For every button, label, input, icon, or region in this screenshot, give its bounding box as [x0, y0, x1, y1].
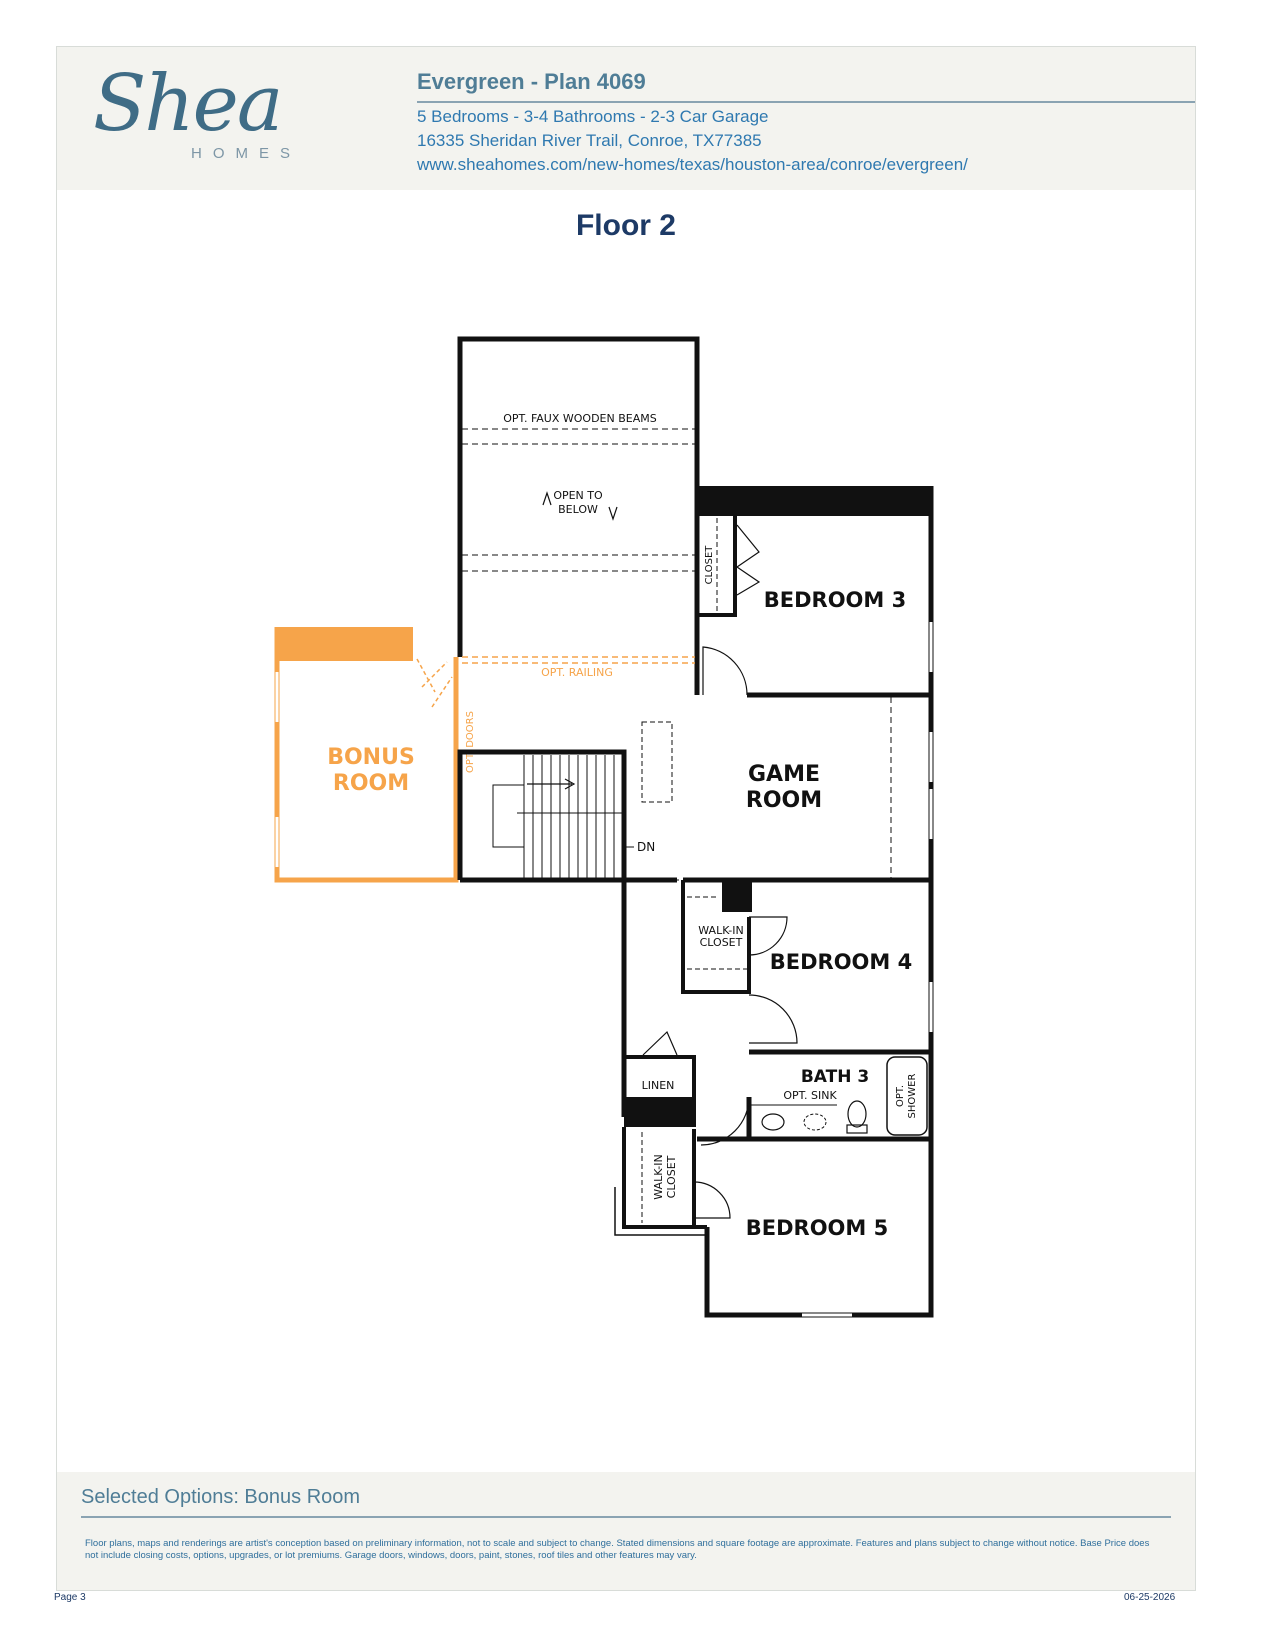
logo-script: Shea — [93, 59, 282, 149]
shower-label: SHOWER — [907, 1073, 918, 1119]
floor-plan — [57, 47, 1195, 1467]
toilet-icon — [848, 1101, 866, 1127]
plan-address: 16335 Sheridan River Trail, Conroe, TX77385 — [417, 131, 762, 150]
bedroom4-door — [749, 995, 797, 1043]
plan-title: Evergreen - Plan 4069 — [417, 69, 646, 94]
stair-treads — [524, 755, 614, 878]
selected-options: Selected Options: Bonus Room — [81, 1486, 361, 1508]
logo-sub: HOMES — [191, 145, 302, 162]
bedroom4-label: BEDROOM 4 — [769, 950, 913, 974]
below-label: BELOW — [558, 503, 598, 516]
disclaimer: Floor plans, maps and renderings are artist's conception based on preliminary information, not to scale and subject to change. Stated dimensions and square footage are approximate. Features and plans subject to change without notice. Base Price does not include closing costs, options, upgrades, or lot premiums. Garage doors, windows, doors, paint, stones, roof tiles and other features may vary. — [85, 1538, 1150, 1561]
stair-landing — [493, 785, 524, 847]
open-area-walls — [460, 339, 697, 695]
toilet-tank — [847, 1125, 867, 1133]
open-to-label: OPEN TO — [553, 489, 603, 502]
floor-title: Floor 2 — [575, 209, 676, 242]
page-number: Page 3 — [54, 1592, 86, 1603]
bedroom-5 — [615, 1127, 931, 1315]
footer-band — [57, 1472, 1195, 1590]
bedroom3-door — [703, 647, 747, 695]
bedroom3-label: BEDROOM 3 — [763, 588, 907, 612]
plan-specs: 5 Bedrooms - 3-4 Bathrooms - 2-3 Car Garage — [417, 107, 769, 126]
opt-label: OPT. — [895, 1084, 906, 1108]
bonus-label-1: BONUS — [327, 745, 415, 770]
bifold-door — [737, 525, 759, 595]
opt-sink-icon — [804, 1114, 826, 1130]
linen-wall-fill — [624, 1097, 696, 1127]
bedroom4-column — [722, 880, 752, 912]
walkin4-label-2: CLOSET — [699, 936, 743, 949]
footer-divider — [81, 1516, 1171, 1518]
opt-island — [642, 722, 672, 802]
linen-closet — [624, 1032, 696, 1127]
bath3-label: BATH 3 — [800, 1067, 870, 1087]
sink-icon — [762, 1114, 784, 1130]
bath-3 — [701, 1052, 931, 1145]
walkin4-label-1: WALK-IN — [698, 924, 744, 937]
closet3-walls — [697, 516, 735, 615]
bonus-label-2: ROOM — [332, 771, 410, 796]
opt-doors-swing — [417, 659, 452, 707]
arrow-up-icon — [543, 493, 551, 505]
bedroom-3 — [697, 486, 931, 695]
stairs — [460, 752, 677, 880]
bedroom5-label: BEDROOM 5 — [745, 1216, 889, 1240]
bonus-room-wall-fill — [277, 627, 413, 661]
opt-sink-label: OPT. SINK — [783, 1089, 837, 1102]
closet3-label: CLOSET — [704, 545, 715, 585]
bonus-room — [277, 627, 476, 880]
game-label-2: ROOM — [745, 788, 823, 813]
game-label-1: GAME — [747, 762, 821, 787]
walkin5-label-2: CLOSET — [665, 1155, 678, 1199]
walkin5-door — [694, 1182, 730, 1218]
open-to-below — [460, 339, 697, 695]
linen-label: LINEN — [641, 1079, 675, 1092]
opt-railing-label: OPT. RAILING — [541, 666, 613, 679]
document-sheet — [56, 46, 1196, 1591]
faux-beams-label: OPT. FAUX WOODEN BEAMS — [503, 412, 657, 425]
print-date: 06-25-2026 — [1124, 1592, 1176, 1603]
dn-label: DN — [637, 840, 656, 854]
plan-url[interactable]: www.sheahomes.com/new-homes/texas/houston-area/conroe/evergreen/ — [417, 155, 968, 174]
bedroom3-top-wall — [697, 486, 931, 516]
linen-door — [643, 1032, 677, 1055]
arrow-down-icon — [609, 507, 617, 519]
bedroom-4 — [683, 880, 931, 1052]
walkin5-label-1: WALK-IN — [652, 1154, 665, 1200]
opt-doors-label: OPT. DOORS — [465, 711, 476, 773]
game-room — [642, 695, 931, 880]
